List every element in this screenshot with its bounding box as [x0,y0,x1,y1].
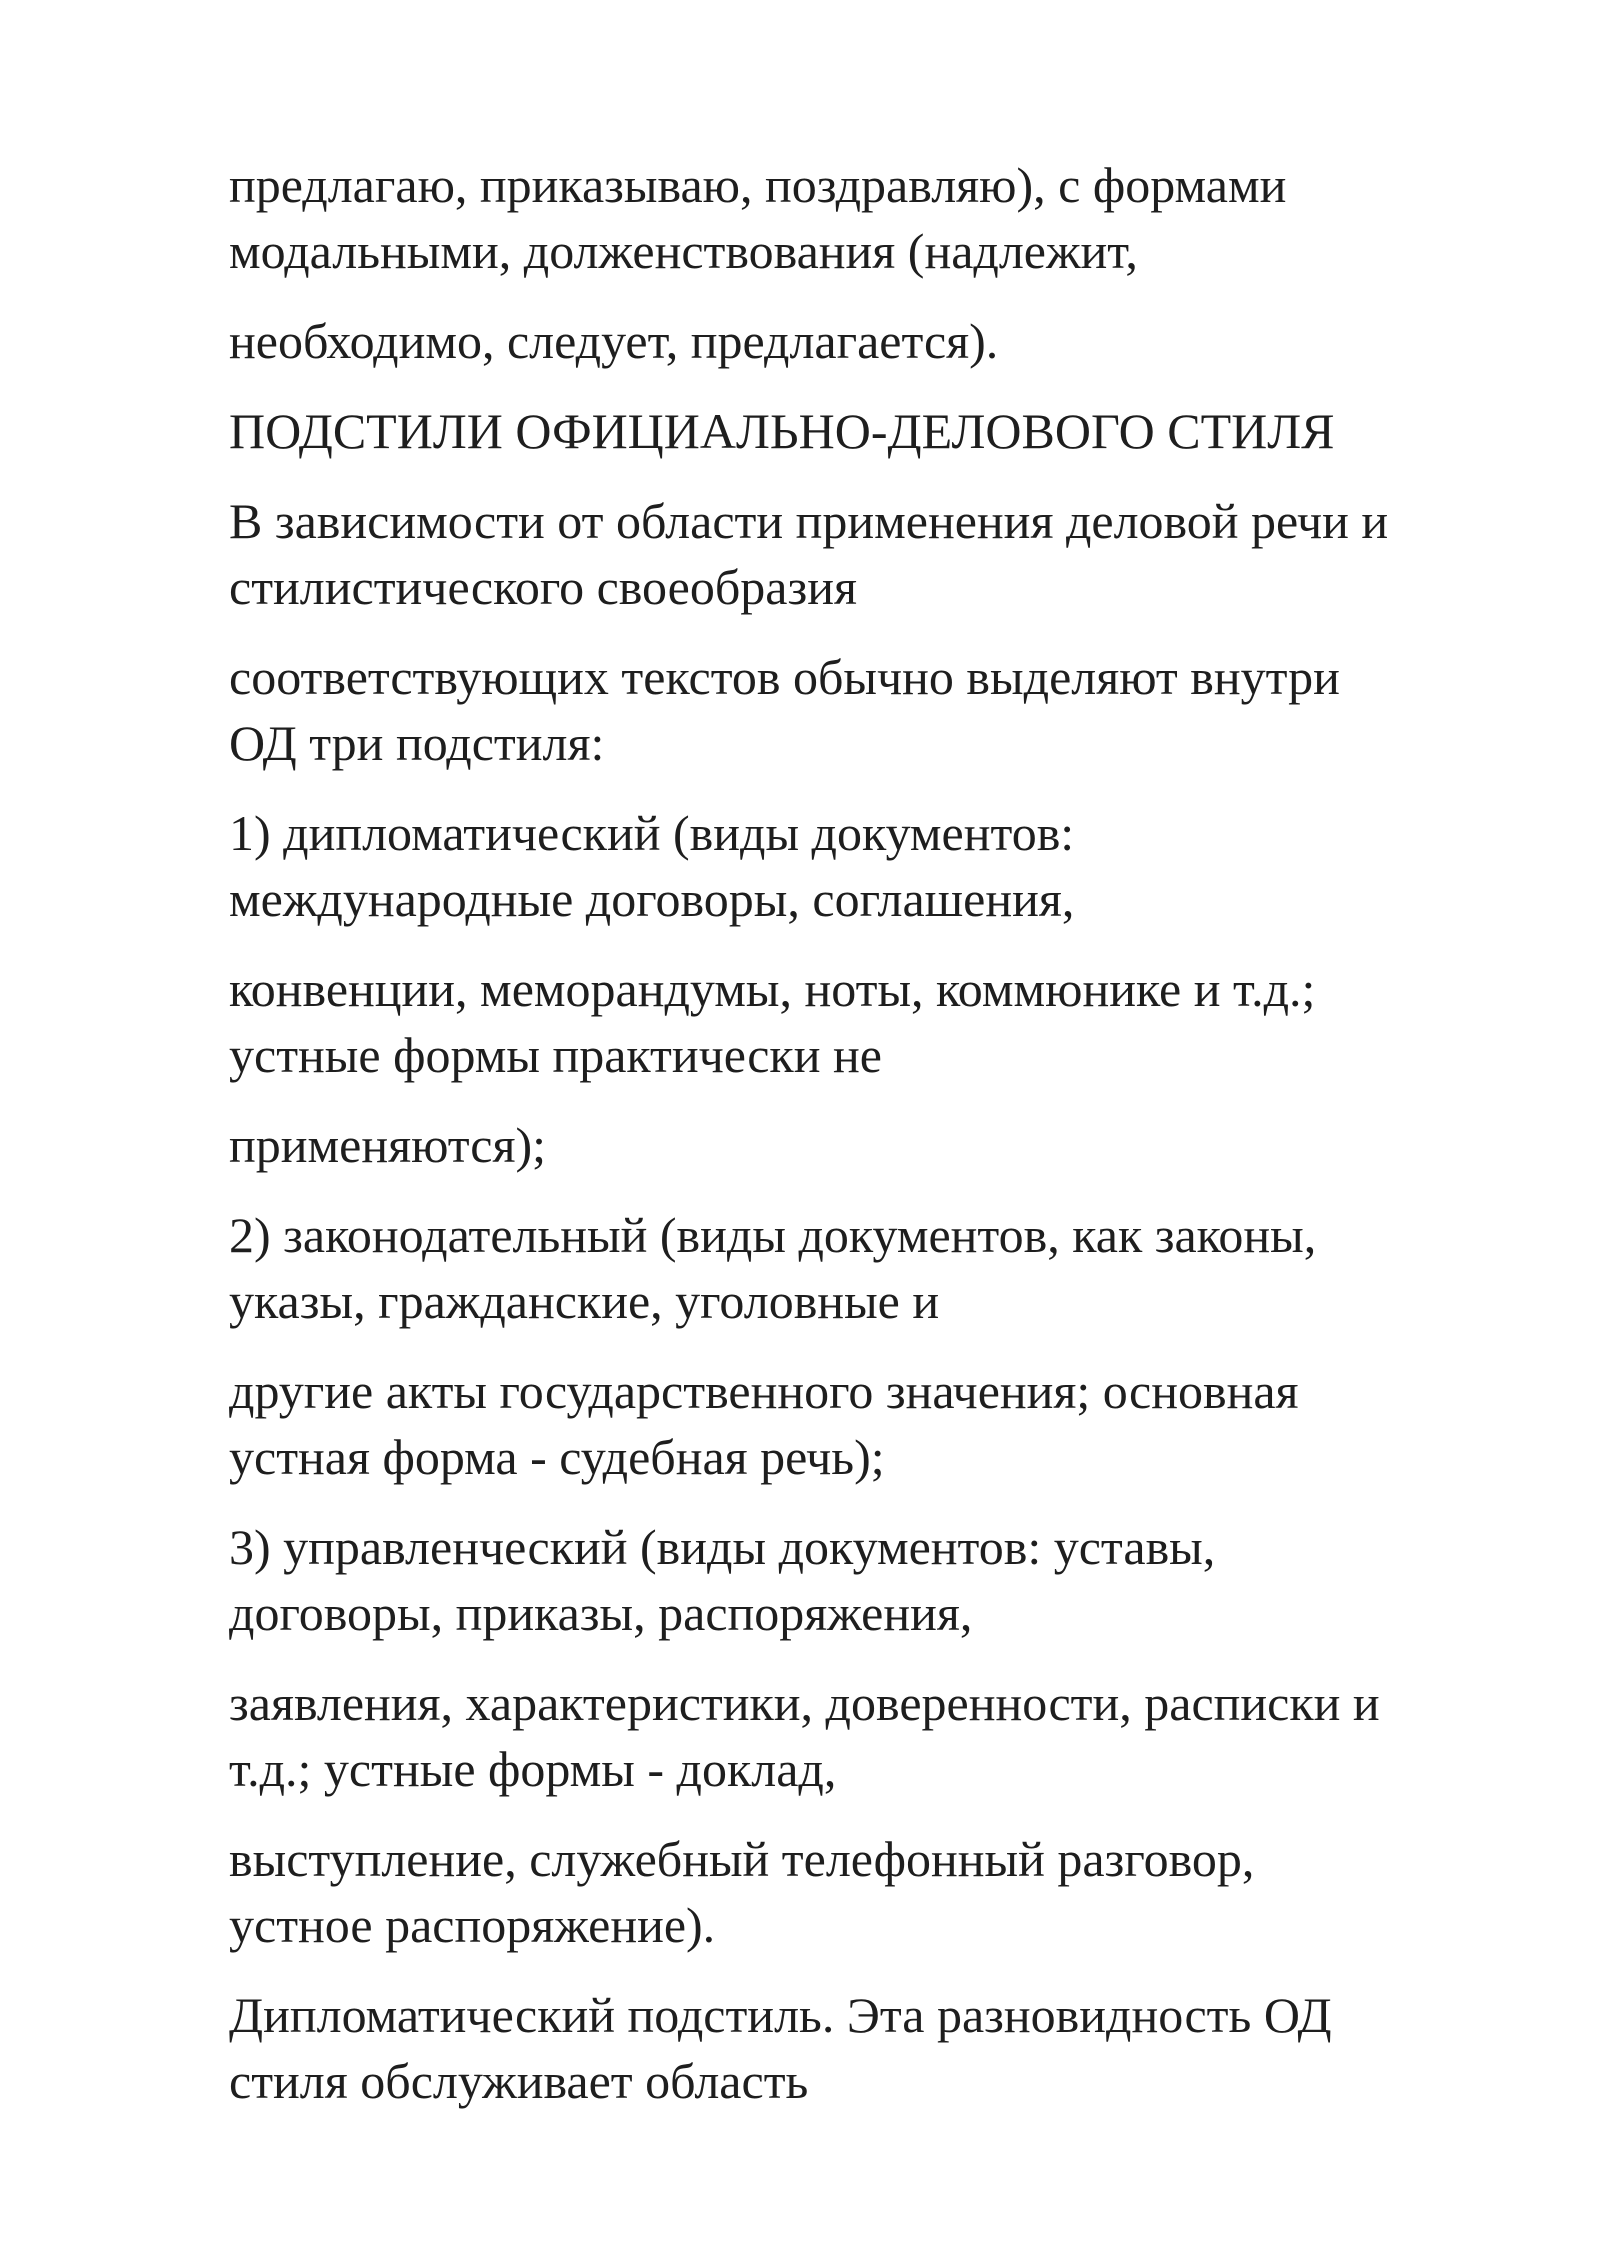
text-line: стиля обслуживает область [229,2053,809,2109]
paragraph [229,956,1529,1088]
paragraph [229,152,1529,284]
text-line: стилистического своеобразия [229,559,858,615]
text-line: Дипломатический подстиль. Эта разновидность ОД [229,1987,1332,2043]
list-item [229,800,1529,932]
paragraph [229,1670,1529,1802]
text-line: указы, гражданские, уголовные и [229,1273,940,1329]
text-line: соответствующих текстов обычно выделяют внутри [229,649,1340,705]
paragraph [229,308,1529,374]
text-line: устная форма - судебная речь); [229,1429,885,1485]
paragraph [229,1982,1529,2114]
heading-text: ПОДСТИЛИ ОФИЦИАЛЬНО-ДЕЛОВОГО СТИЛЯ [229,403,1335,459]
text-line: заявления, характеристики, доверенности, расписки и [229,1675,1380,1731]
document-body [229,152,1529,2138]
text-line: применяются); [229,1117,546,1173]
text-line: выступление, служебный телефонный разговор, [229,1831,1255,1887]
section-heading [229,398,1529,464]
text-line: устное распоряжение). [229,1897,716,1953]
paragraph [229,1358,1529,1490]
list-item [229,1514,1529,1646]
paragraph [229,488,1529,620]
text-line: предлагаю, приказываю, поздравляю), с формами [229,157,1287,213]
text-line: устные формы практически не [229,1027,882,1083]
text-line: ОД три подстиля: [229,715,605,771]
text-line: 3) управленческий (виды документов: уставы, [229,1519,1216,1575]
text-line: модальными, долженствования (надлежит, [229,223,1138,279]
text-line: В зависимости от области применения деловой речи и [229,493,1389,549]
text-line: договоры, приказы, распоряжения, [229,1585,973,1641]
list-item [229,1202,1529,1334]
text-line: международные договоры, соглашения, [229,871,1075,927]
paragraph [229,1826,1529,1958]
paragraph [229,1112,1529,1178]
paragraph [229,644,1529,776]
text-line: конвенции, меморандумы, ноты, коммюнике и т.д.; [229,961,1316,1017]
text-line: другие акты государственного значения; основная [229,1363,1299,1419]
text-line: т.д.; устные формы - доклад, [229,1741,837,1797]
text-line: 1) дипломатический (виды документов: [229,805,1075,861]
text-line: 2) законодательный (виды документов, как законы, [229,1207,1317,1263]
text-line: необходимо, следует, предлагается). [229,313,999,369]
